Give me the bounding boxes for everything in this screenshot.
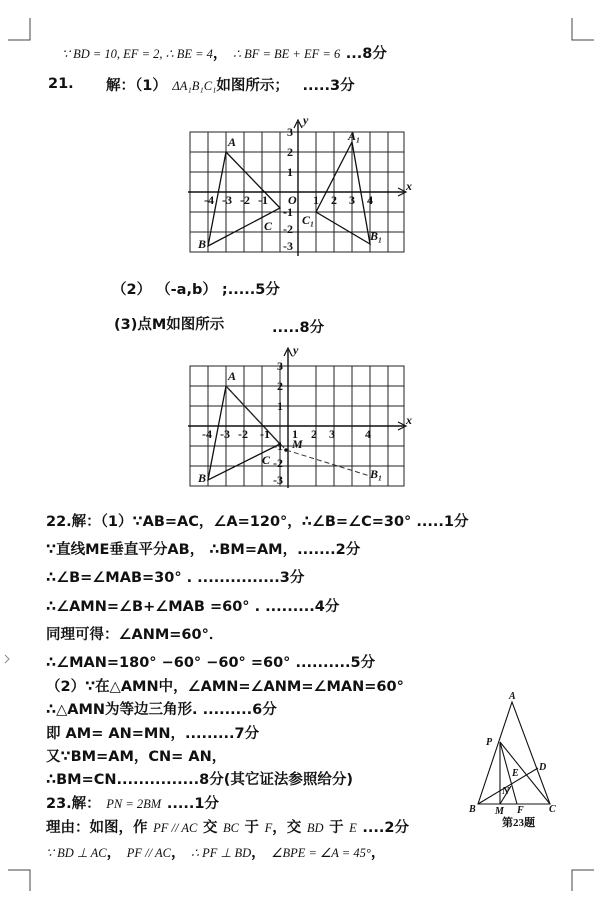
score-5: ;.....5分 xyxy=(221,282,280,298)
q23-reason: 理由：如图，作 PF // AC 交 BC 于 F，交 BD 于 E ....2分 xyxy=(46,820,409,836)
point-f: F xyxy=(517,805,524,816)
y-tick: 1 xyxy=(287,165,293,179)
y-tick: -3 xyxy=(273,473,283,487)
point-c1: C₁ xyxy=(302,213,315,227)
triangle-name: ΔA₁B₁C₁ xyxy=(172,79,217,93)
x-tick: 2 xyxy=(331,193,337,207)
q23-last-line: ∵ BD ⊥ AC， PF // AC， ∴ PF ⊥ BD， ∠BPE = ∠A = 45°， xyxy=(46,845,386,861)
x-axis-label: x xyxy=(406,179,412,193)
score-2: ....2分 xyxy=(362,820,409,836)
point-c: C xyxy=(549,804,556,815)
x-tick: 3 xyxy=(349,193,355,207)
y-tick: 2 xyxy=(287,145,293,159)
point-a: A xyxy=(228,369,237,383)
y-axis-label: y xyxy=(303,118,309,127)
triangle-a1b1c1 xyxy=(316,142,370,244)
point-b: B xyxy=(198,471,207,485)
x-tick: -3 xyxy=(222,193,232,207)
point-d: D xyxy=(539,762,547,773)
q23-head: 23.解： PN = 2BM .....1分 xyxy=(46,796,219,812)
x-tick: -3 xyxy=(220,427,230,441)
y-axis-label: y xyxy=(293,346,299,357)
part2-answer: （-a,b） xyxy=(156,282,217,298)
x-tick: -4 xyxy=(202,427,212,441)
q21-part3: (3)点M如图所示 xyxy=(114,317,225,333)
x-tick: -1 xyxy=(258,193,268,207)
y-tick: -3 xyxy=(283,239,293,253)
q22-line-8: ∴△AMN为等边三角形. .........6分 xyxy=(46,702,277,718)
figure-caption: 第23题 xyxy=(502,817,535,829)
formula-pn: PN = 2BM xyxy=(106,797,162,811)
q23-figure xyxy=(464,690,564,830)
point-m-dot xyxy=(284,448,288,452)
score-1: .....1分 xyxy=(166,796,219,812)
point-a: A xyxy=(509,691,516,702)
point-b: B xyxy=(469,804,476,815)
formula-bf: ∴ BF = BE + EF = 6 xyxy=(233,47,341,61)
score-8: ...8分 xyxy=(345,46,387,62)
q22-line-10: 又∵BM=AM，CN= AN， xyxy=(46,749,227,765)
triangle-abc xyxy=(478,702,550,804)
q22-line-1: 22.解：（1）∵AB=AC，∠A=120°，∴∠B=∠C=30° .....1分 xyxy=(46,514,469,530)
point-c: C xyxy=(264,219,273,233)
q22-line-7: （2）∵在△AMN中，∠AMN=∠ANM=∠MAN=60° xyxy=(46,679,404,695)
y-tick: 3 xyxy=(277,359,283,373)
origin-label: O xyxy=(288,193,297,207)
point-p: P xyxy=(486,737,493,748)
x-tick: -2 xyxy=(238,427,248,441)
y-tick: -2 xyxy=(283,222,293,236)
q22-line-9: 即 AM= AN=MN，.........7分 xyxy=(46,726,260,742)
x-tick: 4 xyxy=(367,193,373,207)
x-tick: 1 xyxy=(313,193,319,207)
coordinate-graph-2 xyxy=(188,346,414,490)
x-tick: 3 xyxy=(329,427,335,441)
score-8b: .....8分 xyxy=(272,320,325,336)
x-tick: -1 xyxy=(260,427,270,441)
point-n: N xyxy=(502,786,510,797)
y-tick: -2 xyxy=(273,456,283,470)
coordinate-graph-1 xyxy=(188,118,414,258)
point-c: C xyxy=(262,453,271,467)
point-m: M xyxy=(495,806,504,817)
score-3: .....3分 xyxy=(302,78,355,94)
point-b1: B₁ xyxy=(370,229,383,243)
x-tick: -4 xyxy=(204,193,214,207)
point-a: A xyxy=(228,135,237,149)
x-tick: -2 xyxy=(240,193,250,207)
y-tick: -1 xyxy=(283,205,293,219)
q22-line-2: ∵直线ME垂直平分AB， ∴BM=AM，.......2分 xyxy=(46,542,361,558)
x-tick: 1 xyxy=(292,427,298,441)
x-tick: 2 xyxy=(311,427,317,441)
x-axis-label: x xyxy=(406,413,412,427)
q22-line-5: 同理可得：∠ANM=60°． xyxy=(46,627,224,643)
y-tick: 3 xyxy=(287,125,293,139)
q21-head: 解：（1） ΔA₁B₁C₁如图所示； .....3分 xyxy=(106,78,355,94)
point-b: B xyxy=(198,237,207,251)
point-b1: B₁ xyxy=(370,467,383,481)
q22-line-11: ∴BM=CN...............8分(其它证法参照给分) xyxy=(46,772,353,788)
q22-line-6: ∴∠MAN=180° −60° −60° =60° ..........5分 xyxy=(46,655,376,671)
x-tick: 4 xyxy=(365,427,371,441)
q21-part2: （2） （-a,b） ;.....5分 xyxy=(112,282,280,298)
point-m: M xyxy=(292,437,303,451)
point-a1: A₁ xyxy=(348,129,361,143)
point-e: E xyxy=(512,768,519,779)
y-tick: 2 xyxy=(277,379,283,393)
q22-line-4: ∴∠AMN=∠B+∠MAB =60° . .........4分 xyxy=(46,599,340,615)
q21-number: 21. xyxy=(48,76,74,92)
q22-line-3: ∴∠B=∠MAB=30° . ...............3分 xyxy=(46,570,305,586)
line-0: ∵ BD = 10, EF = 2, ∴ BE = 4， ∴ BF = BE + EF = 6 ...8分 xyxy=(62,46,387,62)
y-tick: -1 xyxy=(273,439,283,453)
y-tick: 1 xyxy=(277,399,283,413)
formula-be: ∵ BD = 10, EF = 2, ∴ BE = 4 xyxy=(62,47,213,61)
